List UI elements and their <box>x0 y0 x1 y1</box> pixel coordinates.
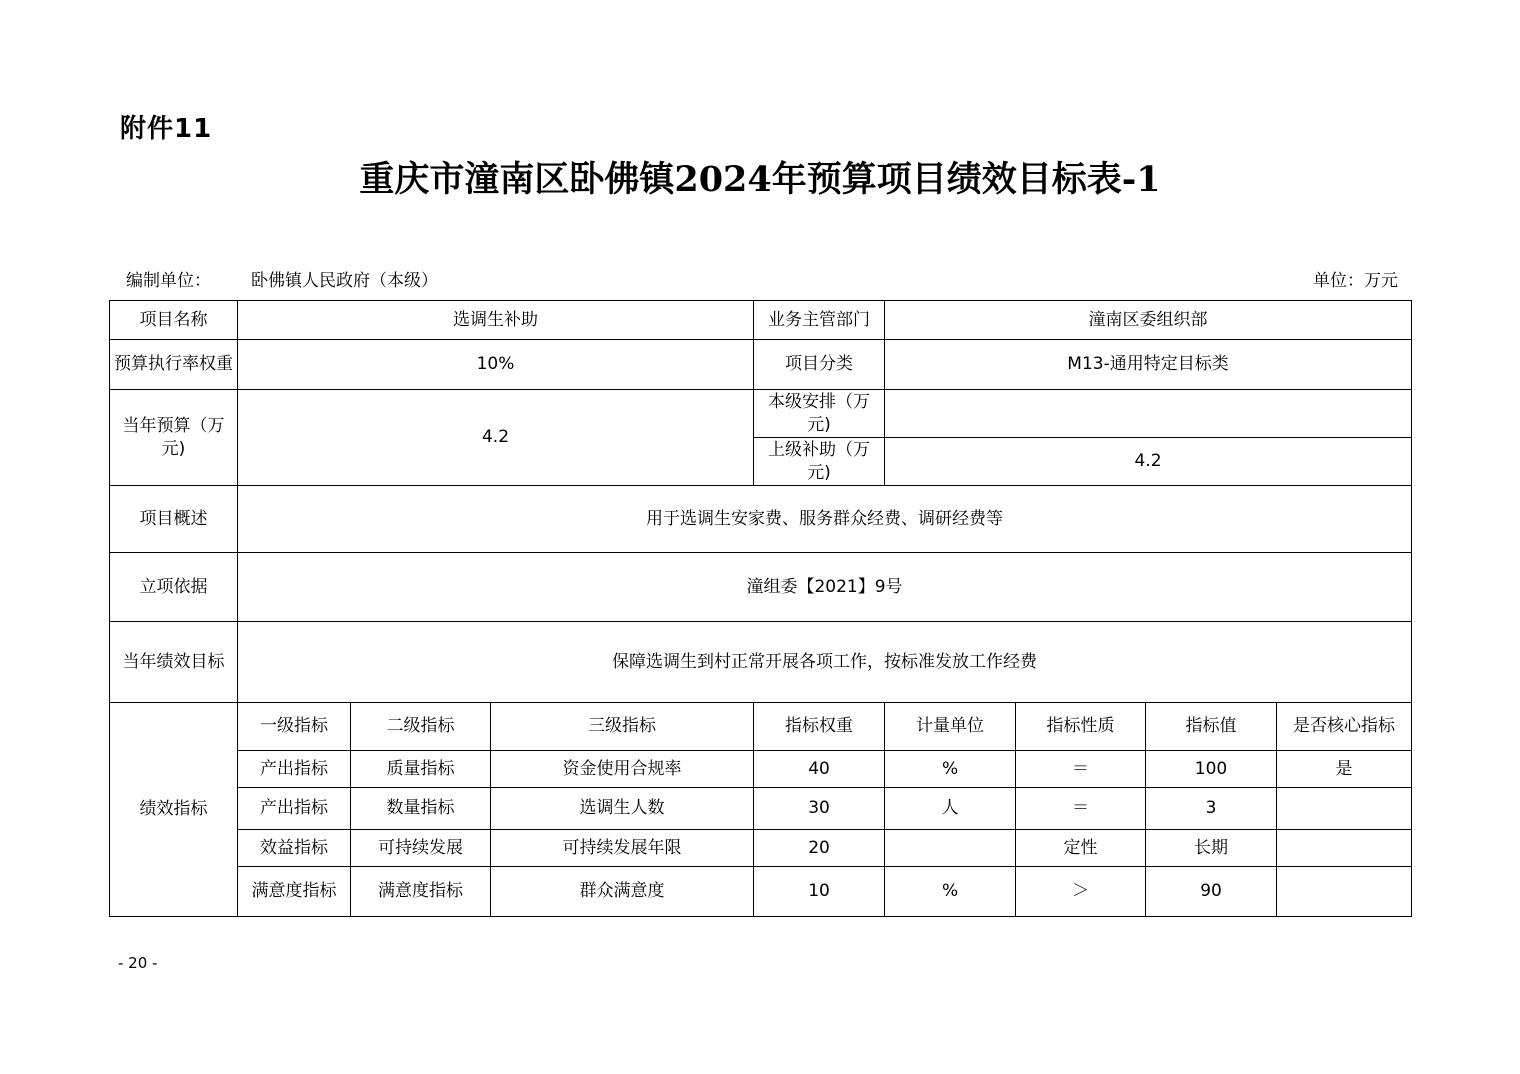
indicator-header: 指标性质 <box>1016 703 1146 751</box>
indicator-cell: 30 <box>754 788 885 830</box>
indicator-cell: 10 <box>754 867 885 917</box>
indicator-cell: 效益指标 <box>238 830 351 867</box>
row-exec-rate <box>110 340 1412 390</box>
compiling-unit-label: 编制单位： <box>126 271 211 291</box>
indicator-header-row <box>110 703 1412 751</box>
indicator-header: 三级指标 <box>491 703 754 751</box>
indicator-cell <box>1277 867 1412 917</box>
budget-value: 4.2 <box>238 390 754 486</box>
indicator-cell: ＞ <box>1016 867 1146 917</box>
indicator-cell: 是 <box>1277 751 1412 788</box>
indicator-cell: % <box>885 867 1016 917</box>
indicator-cell: 质量指标 <box>351 751 491 788</box>
indicator-cell: 可持续发展 <box>351 830 491 867</box>
indicator-cell: 3 <box>1146 788 1277 830</box>
indicator-header: 指标权重 <box>754 703 885 751</box>
project-name-value: 选调生补助 <box>238 301 754 340</box>
compiling-unit <box>126 266 438 291</box>
row-overview <box>110 486 1412 553</box>
compiling-unit-value: 卧佛镇人民政府（本级） <box>251 271 438 291</box>
local-arrangement-label: 本级安排（万元) <box>754 390 885 438</box>
attachment-label: 附件11 <box>120 114 213 144</box>
category-value: M13-通用特定目标类 <box>885 340 1412 390</box>
indicator-cell: 20 <box>754 830 885 867</box>
indicators-section-label: 绩效指标 <box>110 703 238 917</box>
row-project-name <box>110 301 1412 340</box>
indicator-cell: 群众满意度 <box>491 867 754 917</box>
goal-value: 保障选调生到村正常开展各项工作，按标准发放工作经费 <box>238 622 1412 703</box>
indicator-cell: ＝ <box>1016 788 1146 830</box>
indicator-cell: 满意度指标 <box>238 867 351 917</box>
exec-rate-label: 预算执行率权重 <box>110 340 238 390</box>
indicator-cell <box>1277 788 1412 830</box>
dept-value: 潼南区委组织部 <box>885 301 1412 340</box>
indicator-cell: 选调生人数 <box>491 788 754 830</box>
local-arrangement-value <box>885 390 1412 438</box>
basis-label: 立项依据 <box>110 553 238 622</box>
indicator-header: 计量单位 <box>885 703 1016 751</box>
indicator-cell: 长期 <box>1146 830 1277 867</box>
indicator-cell: 资金使用合规率 <box>491 751 754 788</box>
indicator-cell: ＝ <box>1016 751 1146 788</box>
dept-label: 业务主管部门 <box>754 301 885 340</box>
indicator-cell: 90 <box>1146 867 1277 917</box>
indicator-header: 一级指标 <box>238 703 351 751</box>
indicator-cell <box>1277 830 1412 867</box>
performance-table <box>109 300 1412 917</box>
money-unit: 单位：万元 <box>1313 271 1398 291</box>
overview-value: 用于选调生安家费、服务群众经费、调研经费等 <box>238 486 1412 553</box>
budget-label: 当年预算（万元) <box>110 390 238 486</box>
indicator-cell: 满意度指标 <box>351 867 491 917</box>
indicator-header: 是否核心指标 <box>1277 703 1412 751</box>
indicator-cell: % <box>885 751 1016 788</box>
indicator-cell: 产出指标 <box>238 788 351 830</box>
indicator-cell: 可持续发展年限 <box>491 830 754 867</box>
indicator-cell <box>885 830 1016 867</box>
row-goal <box>110 622 1412 703</box>
indicator-row <box>110 751 1412 788</box>
upper-subsidy-label: 上级补助（万元) <box>754 438 885 486</box>
indicator-row <box>110 867 1412 917</box>
project-name-label: 项目名称 <box>110 301 238 340</box>
indicator-cell: 定性 <box>1016 830 1146 867</box>
indicator-header: 指标值 <box>1146 703 1277 751</box>
page-title: 重庆市潼南区卧佛镇2024年预算项目绩效目标表-1 <box>359 159 1161 200</box>
upper-subsidy-value: 4.2 <box>885 438 1412 486</box>
category-label: 项目分类 <box>754 340 885 390</box>
overview-label: 项目概述 <box>110 486 238 553</box>
exec-rate-value: 10% <box>238 340 754 390</box>
indicator-row <box>110 788 1412 830</box>
indicator-cell: 数量指标 <box>351 788 491 830</box>
indicator-cell: 人 <box>885 788 1016 830</box>
row-budget <box>110 390 1412 438</box>
indicator-row <box>110 830 1412 867</box>
page-number: - 20 - <box>118 954 158 972</box>
goal-label: 当年绩效目标 <box>110 622 238 703</box>
indicator-header: 二级指标 <box>351 703 491 751</box>
basis-value: 潼组委【2021】9号 <box>238 553 1412 622</box>
indicator-cell: 产出指标 <box>238 751 351 788</box>
indicator-cell: 40 <box>754 751 885 788</box>
row-basis <box>110 553 1412 622</box>
indicator-cell: 100 <box>1146 751 1277 788</box>
